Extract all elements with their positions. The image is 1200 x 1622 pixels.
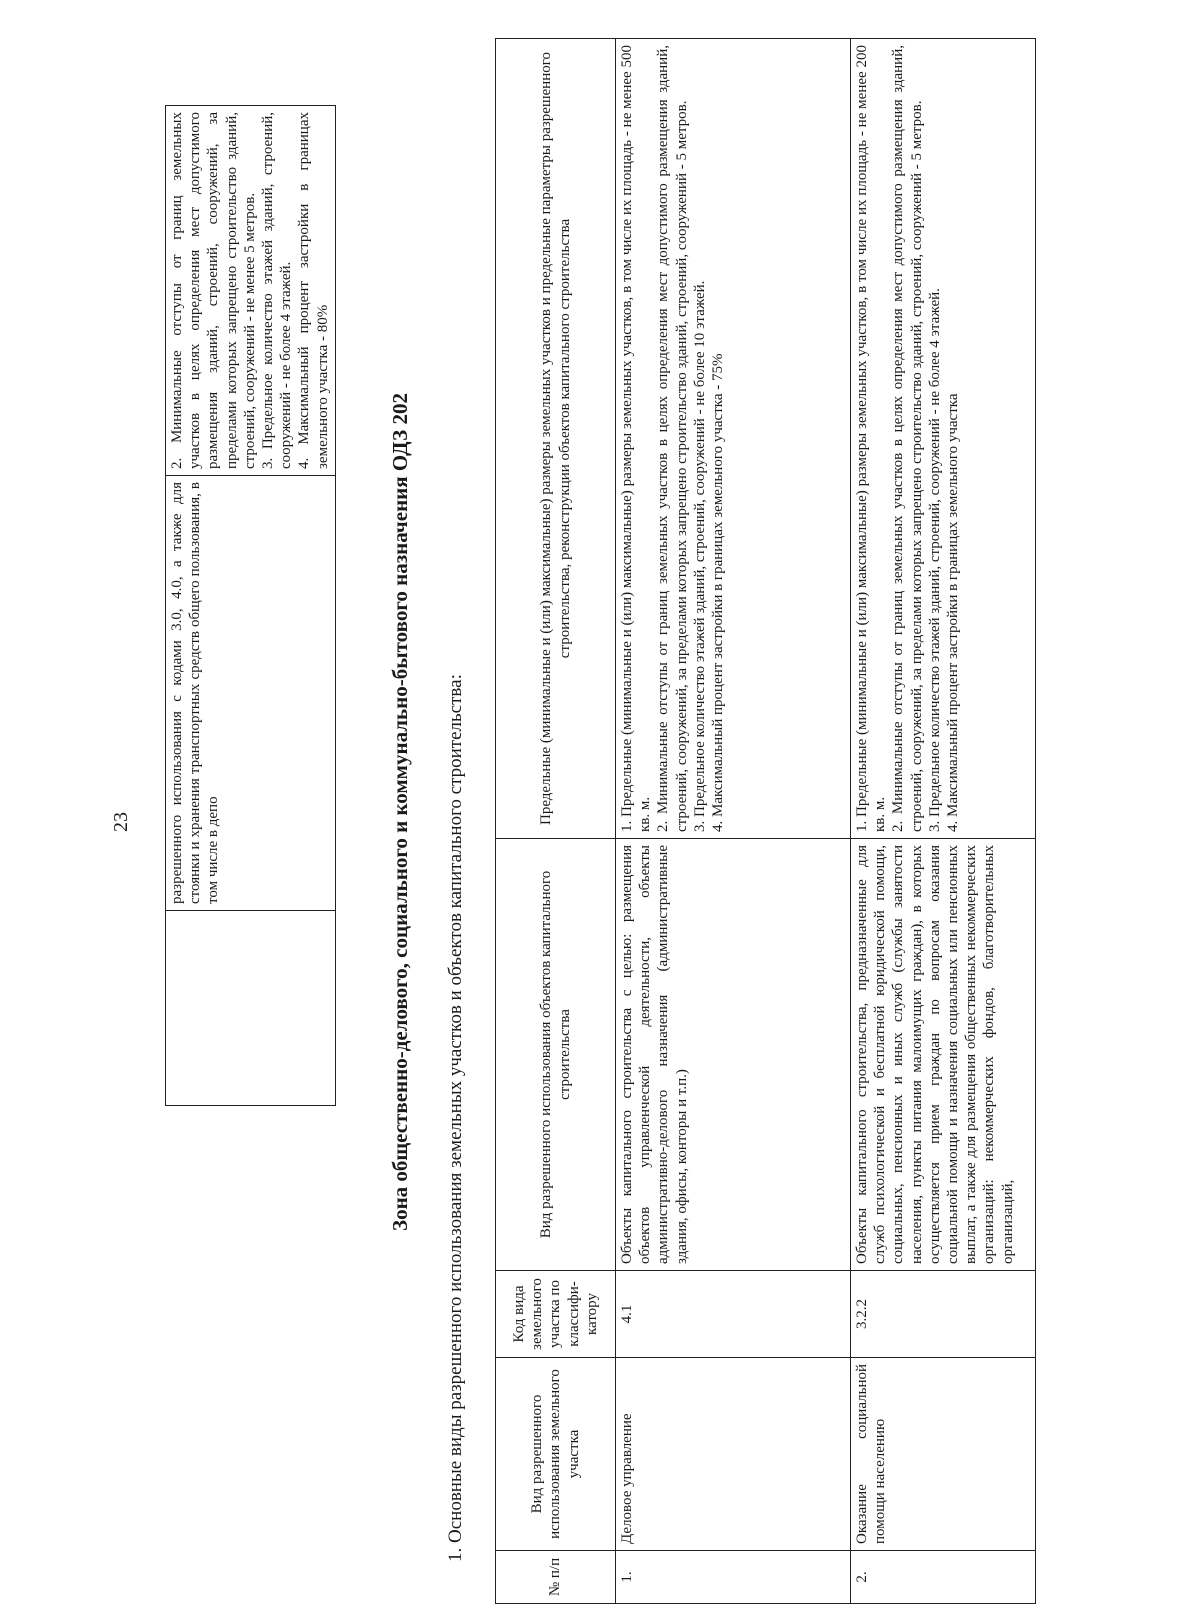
row-use: Деловое управление bbox=[616, 1358, 851, 1551]
param-line: 4. Максимальный процент застройки в границах земельного участка - 80% bbox=[296, 112, 331, 469]
param-line: 2. Минимальные отступы от границ земельных участков в целях определения мест допустимого размещения зданий, строений, сооружений, за пределами которых запрещено строительство зданий, строений, сооружений - 5 метров. bbox=[655, 45, 690, 832]
header-use: Вид разрешенного использования земельного участка bbox=[496, 1358, 616, 1551]
row-num: 1. bbox=[616, 1551, 851, 1604]
param-line: 2. Минимальные отступы от границ земельных участков в целях определения мест допустимого размещения зданий, строений, сооружений, за пределами которых запрещено строительство зданий, строений, сооружений - 5 метров. bbox=[890, 45, 925, 832]
header-num: № п/п bbox=[496, 1551, 616, 1604]
row-objects: Объекты капитального строительства с целью: размещения объектов управленческой деятельности, объекты административно-делового назначения (административные здания, офисы, конторы и т.п.) bbox=[616, 839, 851, 1271]
land-use-table bbox=[495, 38, 1036, 1604]
page-number: 23 bbox=[110, 812, 132, 832]
header-objects: Вид разрешенного использования объектов капитального строительства bbox=[496, 839, 616, 1271]
row-num: 2. bbox=[851, 1551, 1036, 1604]
param-line: 3. Предельное количество этажей зданий, строений, сооружений - не более 4 этажей. bbox=[260, 112, 295, 469]
table-row bbox=[166, 106, 336, 1106]
param-line: 2. Минимальные отступы от границ земельных участков в целях определения мест допустимого размещения зданий, строений, сооружений, за пределами которых запрещено строительство зданий, строений, сооружений - не менее 5 метров. bbox=[169, 112, 258, 469]
row-use: Оказание социальной помощи населению bbox=[851, 1358, 1036, 1551]
param-line: 4. Максимальный процент застройки в границах земельного участка - 75% bbox=[710, 353, 727, 832]
param-line: 3. Предельное количество этажей зданий, строений, сооружений - не более 10 этажей. bbox=[691, 280, 708, 832]
header-code: Код вида земельного участка по классифи-катору bbox=[496, 1271, 616, 1358]
param-line: 4. Максимальный процент застройки в границах земельного участка bbox=[945, 393, 962, 832]
param-line: 1. Предельные (минимальные и (или) максимальные) размеры земельных участков, в том числе их площадь - не менее 200 кв. м. bbox=[854, 45, 889, 832]
param-line: 3. Предельное количество этажей зданий, строений, сооружений - не более 4 этажей. bbox=[926, 288, 943, 832]
row-params bbox=[616, 39, 851, 839]
row-code: 4.1 bbox=[616, 1271, 851, 1358]
header-params: Предельные (минимальные и (или) максимальные) размеры земельных участков и предельные параметры разрешенного строительства, реконструкции объектов капитального строительства bbox=[496, 39, 616, 839]
continuation-empty-cell bbox=[166, 911, 336, 1106]
row-code: 3.2.2 bbox=[851, 1271, 1036, 1358]
continuation-table bbox=[165, 105, 336, 1106]
continuation-params bbox=[166, 106, 336, 476]
zone-title: Зона общественно-делового, социального и коммунально-бытового назначения ОДЗ 202 bbox=[388, 393, 412, 1231]
row-objects: Объекты капитального строительства, предназначенные для служб психологической и бесплатной юридической помощи, социальных, пенсионных и иных служб (службы занятости населения, пункты питания малоимущих граждан), в которых осуществляется прием граждан по вопросам оказания социальной помощи и назначения социальных или пенсионных выплат, а также для размещения общественных некоммерческих организаций: некоммерческих фондов, благотворительных организаций, bbox=[851, 839, 1036, 1271]
table-row bbox=[851, 39, 1036, 1604]
table-row bbox=[616, 39, 851, 1604]
row-params bbox=[851, 39, 1036, 839]
param-line: 1. Предельные (минимальные и (или) максимальные) размеры земельных участков, в том числе их площадь - не менее 500 кв. м. bbox=[619, 45, 654, 832]
continuation-description: разрешенного использования с кодами 3.0, 4.0, а также для стоянки и хранения транспортных средств общего пользования, в том числе в депо bbox=[166, 476, 336, 911]
section-title: 1. Основные виды разрешенного использования земельных участков и объектов капитального строительства: bbox=[445, 674, 466, 1562]
table-header-row bbox=[496, 39, 616, 1604]
